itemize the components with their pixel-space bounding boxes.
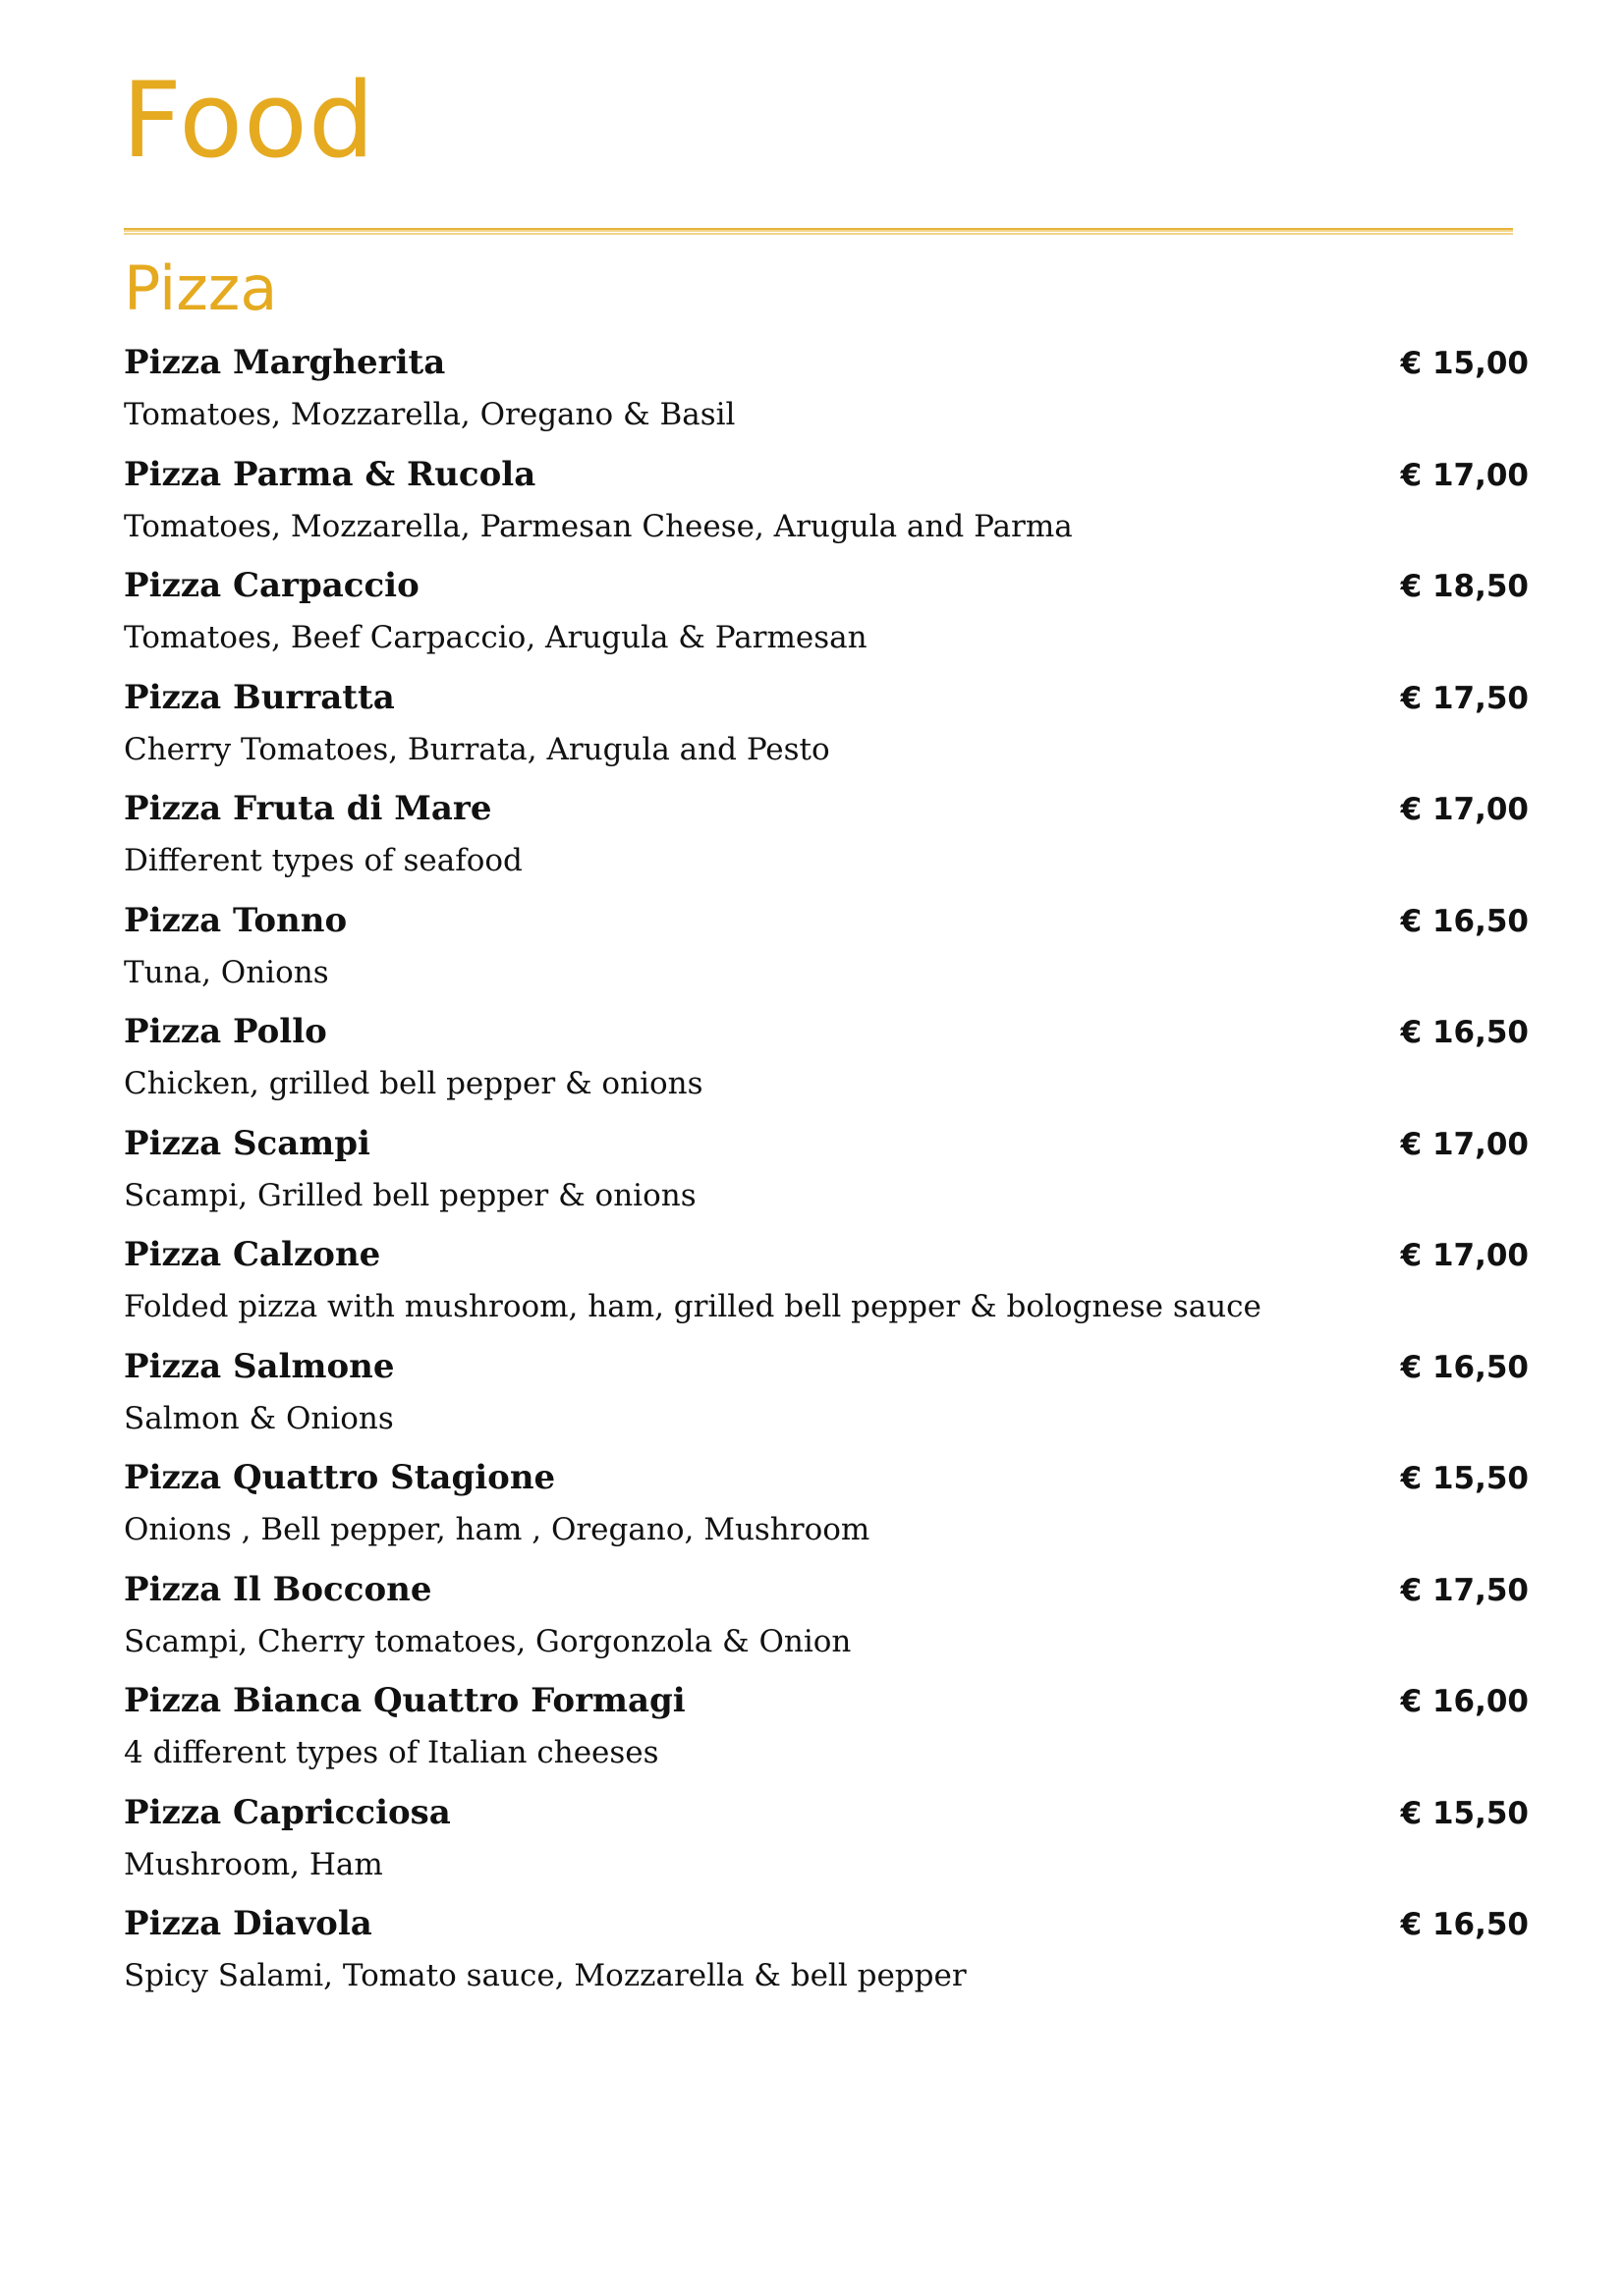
item-price: € 17,00: [1400, 1126, 1529, 1162]
menu-item: [124, 902, 1529, 1014]
item-price: € 17,50: [1400, 680, 1529, 716]
item-description: Spicy Salami, Tomato sauce, Mozzarella & bell pepper: [124, 1958, 967, 1993]
item-name: Pizza Carpaccio: [124, 566, 420, 605]
section-title: Pizza: [124, 252, 278, 324]
item-price: € 16,50: [1400, 1015, 1529, 1050]
menu-item: [124, 1236, 1529, 1348]
item-description: Salmon & Onions: [124, 1400, 394, 1436]
page-title: Food: [122, 60, 376, 181]
item-description: Cherry Tomatoes, Burrata, Arugula and Pesto: [124, 731, 830, 767]
menu-item: [124, 567, 1529, 679]
pizza-menu-list: [124, 344, 1529, 2017]
item-name: Pizza Burratta: [124, 677, 395, 717]
item-description: 4 different types of Italian cheeses: [124, 1735, 659, 1770]
item-description: Tomatoes, Mozzarella, Oregano & Basil: [124, 397, 736, 432]
item-price: € 17,00: [1400, 1238, 1529, 1273]
item-name: Pizza Parma & Rucola: [124, 454, 536, 494]
item-description: Tomatoes, Mozzarella, Parmesan Cheese, Arugula and Parma: [124, 508, 1073, 544]
item-description: Tuna, Onions: [124, 954, 329, 990]
menu-item: [124, 1571, 1529, 1683]
menu-item: [124, 344, 1529, 456]
item-name: Pizza Fruta di Mare: [124, 789, 492, 828]
item-name: Pizza Scampi: [124, 1123, 370, 1163]
item-name: Pizza Pollo: [124, 1012, 327, 1051]
item-description: Mushroom, Ham: [124, 1846, 383, 1882]
item-name: Pizza Tonno: [124, 900, 348, 940]
item-name: Pizza Quattro Stagione: [124, 1458, 556, 1497]
item-price: € 16,50: [1400, 903, 1529, 939]
item-description: Folded pizza with mushroom, ham, grilled bell pepper & bolognese sauce: [124, 1289, 1261, 1324]
item-price: € 15,50: [1400, 1461, 1529, 1496]
item-price: € 17,50: [1400, 1572, 1529, 1608]
item-price: € 17,00: [1400, 792, 1529, 827]
item-description: Scampi, Grilled bell pepper & onions: [124, 1177, 697, 1213]
item-price: € 16,50: [1400, 1349, 1529, 1385]
menu-item: [124, 679, 1529, 791]
menu-item: [124, 1013, 1529, 1125]
item-description: Different types of seafood: [124, 843, 523, 878]
item-name: Pizza Capricciosa: [124, 1792, 451, 1832]
item-description: Scampi, Cherry tomatoes, Gorgonzola & Onion: [124, 1623, 852, 1659]
title-divider: [124, 228, 1513, 232]
item-name: Pizza Calzone: [124, 1235, 381, 1274]
item-price: € 16,50: [1400, 1907, 1529, 1942]
menu-item: [124, 1905, 1529, 2017]
menu-item: [124, 1682, 1529, 1794]
item-name: Pizza Salmone: [124, 1346, 395, 1386]
menu-item: [124, 1125, 1529, 1237]
item-description: Tomatoes, Beef Carpaccio, Arugula & Parmesan: [124, 620, 868, 655]
item-description: Onions , Bell pepper, ham , Oregano, Mushroom: [124, 1512, 870, 1547]
menu-item: [124, 1794, 1529, 1906]
item-name: Pizza Diavola: [124, 1904, 372, 1943]
item-name: Pizza Margherita: [124, 343, 446, 382]
item-name: Pizza Bianca Quattro Formagi: [124, 1681, 686, 1720]
item-price: € 15,50: [1400, 1795, 1529, 1831]
item-price: € 15,00: [1400, 346, 1529, 381]
menu-item: [124, 1459, 1529, 1571]
menu-item: [124, 456, 1529, 568]
item-price: € 17,00: [1400, 457, 1529, 493]
menu-item: [124, 790, 1529, 902]
item-name: Pizza Il Boccone: [124, 1569, 432, 1609]
item-description: Chicken, grilled bell pepper & onions: [124, 1066, 703, 1101]
item-price: € 16,00: [1400, 1684, 1529, 1719]
item-price: € 18,50: [1400, 569, 1529, 604]
menu-item: [124, 1348, 1529, 1460]
